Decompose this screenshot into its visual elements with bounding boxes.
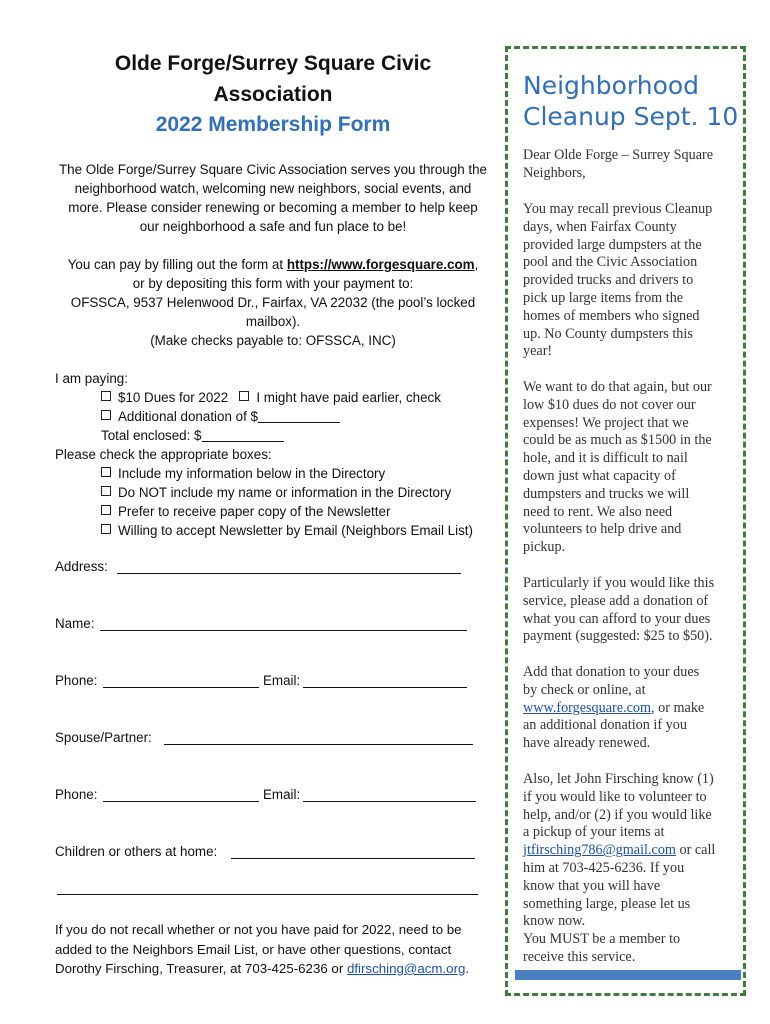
form-title-line1: Olde Forge/Surrey Square Civic — [114, 52, 432, 75]
dues-row: $10 Dues for 2022 I might have paid earlier, check — [101, 388, 441, 407]
email2-line[interactable] — [303, 801, 476, 802]
name-label: Name: — [55, 616, 95, 631]
treasurer-email-link[interactable]: dfirsching@acm.org — [346, 961, 466, 976]
paragraph-line: low $10 dues do not cover our — [523, 396, 696, 413]
paragraph-line: up. No County dumpsters this — [523, 325, 693, 342]
cleanup-paragraph-4: Add that donation to your dues by check or online, at www.forgesquare.com, or make an additional donation if you have already renewed. — [523, 664, 705, 752]
email-line[interactable] — [303, 687, 467, 688]
children-line[interactable] — [231, 858, 475, 859]
cleanup-paragraph-3 — [523, 575, 735, 646]
additional-donation-checkbox[interactable] — [101, 410, 111, 420]
phone-line[interactable] — [103, 687, 259, 688]
check-heading: Please check the appropriate boxes: — [55, 447, 272, 462]
paid-earlier-checkbox[interactable] — [239, 391, 249, 401]
spouse-label: Spouse/Partner: — [55, 730, 152, 745]
option-email-newsletter: Willing to accept Newsletter by Email (Neighbors Email List) — [101, 521, 473, 540]
paragraph-line: homes of members who signed — [523, 307, 700, 324]
phone2-line[interactable] — [103, 801, 259, 802]
address-line[interactable] — [117, 573, 461, 574]
form-title-line2: Association — [213, 83, 333, 106]
paragraph-line: hole, and it is difficult to nail — [523, 450, 688, 467]
additional-donation-line[interactable] — [258, 422, 340, 423]
forgesquare-link[interactable]: www.forgesquare.com — [523, 699, 652, 716]
phone-label: Phone: — [55, 673, 98, 688]
cleanup-paragraph-1 — [523, 201, 735, 361]
paragraph-line: You may recall previous Cleanup — [523, 201, 713, 217]
cleanup-bottom-bar — [515, 970, 741, 980]
paragraph-line: provided large dumpsters at the — [523, 236, 702, 253]
email2-label: Email: — [263, 787, 301, 802]
paragraph-line: We want to do that again, but our — [523, 379, 712, 395]
paragraph-line: Particularly if you would like this — [523, 575, 715, 591]
email-newsletter-checkbox[interactable] — [101, 524, 111, 534]
paragraph-line: days, when Fairfax County — [523, 218, 677, 235]
paragraph-line: dumpsters and trucks we will — [523, 485, 690, 502]
paragraph-line: expenses! We project that we — [523, 414, 689, 431]
directory-checkbox[interactable] — [101, 467, 111, 477]
spouse-line[interactable] — [164, 744, 473, 745]
children-label: Children or others at home: — [55, 844, 218, 859]
paper-newsletter-checkbox[interactable] — [101, 505, 111, 515]
paragraph-line: volunteers to help drive and — [523, 521, 682, 538]
email-label: Email: — [263, 673, 301, 688]
address-label: Address: — [55, 559, 108, 574]
cleanup-greeting — [523, 147, 735, 183]
no-directory-checkbox[interactable] — [101, 486, 111, 496]
paragraph-line: pick up large items from the — [523, 289, 684, 306]
paragraph-line: could be as much as $1500 in the — [523, 432, 712, 449]
john-email-link[interactable]: jtfirsching786@gmail.com — [523, 842, 676, 859]
additional-donation-row: Additional donation of $ — [101, 407, 340, 426]
cleanup-paragraph-5: Also, let John Firsching know (1) if you would like to volunteer to help, and/or (2) if you would like a pickup of your items at jtfirsching786@gmail.com or call him at 703-425-6236. If you know that you will have something large, please let us know now. You MUST be a member to receive this service. — [523, 771, 716, 965]
footer-paragraph: If you do not recall whether or not you have paid for 2022, need to be added to the Neighbors Email List, or have other questions, contact Dorothy Firsching, Treasurer, at 703-425-6236 or dfirsching@acm.org. — [55, 922, 470, 976]
paragraph-line: down just what capacity of — [523, 467, 676, 484]
option-directory: Include my information below in the Directory — [101, 464, 385, 483]
paragraph-line: what you can afford to your dues — [523, 610, 711, 627]
dues-checkbox[interactable] — [101, 391, 111, 401]
option-paper-newsletter: Prefer to receive paper copy of the Newsletter — [101, 502, 390, 521]
paragraph-line: year! — [523, 343, 553, 360]
paragraph-line: Neighbors, — [523, 164, 586, 181]
cleanup-title: Neighborhood Cleanup Sept. 10 — [523, 71, 739, 131]
form-subtitle: 2022 Membership Form — [155, 113, 391, 136]
total-line[interactable] — [202, 441, 284, 442]
payment-paragraph: You can pay by filling out the form at https://www.forgesquare.com, or by depositing this form with your payment to: OFSSCA, 9537 Helenwood Dr., Fairfax, VA 22032 (the pool’s locked mailbox). (Make checks payable to: OFSSCA, INC) — [67, 257, 479, 348]
paying-heading: I am paying: — [55, 371, 128, 386]
total-row: Total enclosed: $ — [101, 426, 284, 445]
paragraph-line: pickup. — [523, 539, 566, 556]
name-line[interactable] — [100, 630, 467, 631]
paragraph-line: provided trucks and drivers to — [523, 272, 694, 289]
website-link[interactable]: https://www.forgesquare.com — [286, 257, 475, 272]
paragraph-line: payment (suggested: $25 to $50). — [523, 628, 713, 645]
cleanup-paragraph-2 — [523, 379, 735, 557]
phone2-label: Phone: — [55, 787, 98, 802]
paragraph-line: pool and the Civic Association — [523, 254, 698, 271]
extra-line[interactable] — [57, 894, 478, 895]
paragraph-line: Dear Olde Forge – Surrey Square — [523, 147, 714, 163]
paragraph-line: need to rent. We also need — [523, 503, 673, 520]
intro-paragraph: The Olde Forge/Surrey Square Civic Association serves you through the neighborhood watch, welcoming new neighbors, social events, and more. Please consider renewing or becoming a member to help keep our neighborhood a safe and fun place to be! — [59, 162, 487, 234]
option-no-directory: Do NOT include my name or information in the Directory — [101, 483, 451, 502]
paragraph-line: service, please add a donation of — [523, 592, 709, 609]
